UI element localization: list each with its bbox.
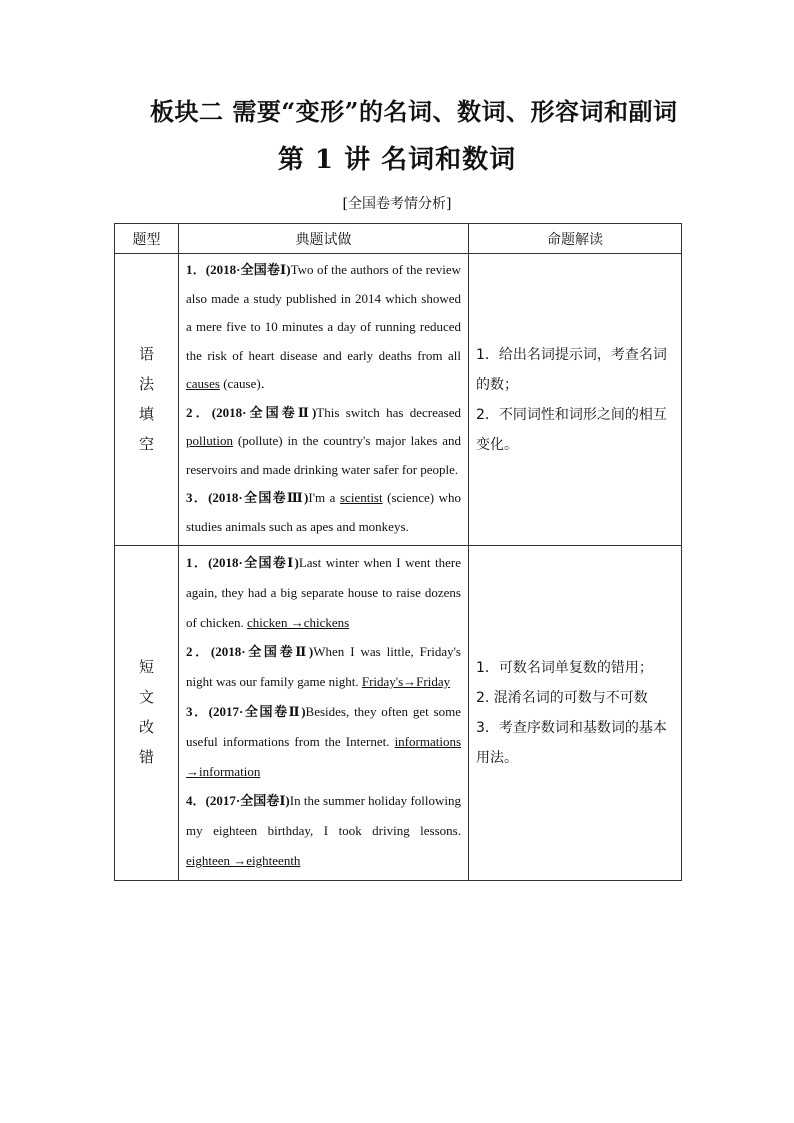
example-item xyxy=(186,399,461,485)
analysis-point: 3．考查序数词和基数词的基本用法。 xyxy=(476,719,667,766)
example-text: This switch has decreased xyxy=(316,404,462,420)
example-item xyxy=(186,786,461,875)
header-examples: 典题试做 xyxy=(179,224,469,254)
example-text: I'm a xyxy=(308,490,340,505)
example-item xyxy=(186,484,461,541)
type-char: 文 xyxy=(138,689,154,706)
analysis-point: 1．可数名词单复数的错用； xyxy=(476,659,653,676)
type-char: 语 xyxy=(138,346,154,363)
example-answer: Friday's→Friday xyxy=(361,674,451,690)
section-title: 板块二 需要“变形”的名词、数词、形容词和副词 xyxy=(150,97,678,126)
example-text-after: (cause)． xyxy=(219,376,274,391)
table-header-row xyxy=(115,224,682,254)
example-source: 3．(2018·全国卷Ⅲ) xyxy=(186,490,309,505)
example-source: 1．(2018·全国卷Ⅰ) xyxy=(186,555,299,570)
example-item xyxy=(186,548,461,637)
table-caption: [全国卷考情分析] xyxy=(342,196,452,212)
example-text: Besides, they often get some useful informations from the Internet. xyxy=(186,703,461,749)
example-source: 4．(2017·全国卷Ⅰ) xyxy=(186,793,290,809)
example-source: 2．(2018·全国卷Ⅱ) xyxy=(186,404,317,420)
analysis-cell xyxy=(469,254,682,546)
analysis-point: 2．不同词性和词形之间的相互变化。 xyxy=(476,406,667,453)
type-char: 法 xyxy=(138,376,154,393)
example-answer: chicken →chickens xyxy=(247,614,350,630)
example-item xyxy=(186,256,461,399)
analysis-point: 1．给出名词提示词，考查名词的数； xyxy=(476,346,667,393)
example-source: 2．(2018·全国卷Ⅱ) xyxy=(186,644,314,660)
example-text: When I was little, Friday's night was our family game night. xyxy=(186,644,461,690)
type-char: 短 xyxy=(138,659,154,676)
table-row xyxy=(115,254,682,546)
example-text: In the summer holiday following my eighteen birthday, I took driving lessons. xyxy=(186,793,462,839)
example-source: 1．(2018·全国卷Ⅰ) xyxy=(186,262,291,277)
type-char: 填 xyxy=(138,406,154,423)
type-char: 空 xyxy=(138,436,154,453)
example-item xyxy=(186,637,461,697)
header-analysis: 命题解读 xyxy=(469,224,682,254)
type-char: 错 xyxy=(138,749,154,766)
examples-cell xyxy=(179,546,469,881)
examples-cell xyxy=(179,254,469,546)
analysis-point: 2. 混淆名词的可数与不可数 xyxy=(476,689,648,706)
example-item xyxy=(186,697,461,786)
header-question-type: 题型 xyxy=(115,224,179,254)
analysis-cell xyxy=(469,546,682,881)
table-row xyxy=(115,546,682,881)
question-type-cell xyxy=(115,254,179,546)
example-answer: eighteen →eighteenth xyxy=(186,852,301,868)
example-text-after: (science) who studies animals such as apes and monkeys. xyxy=(186,490,461,534)
example-text-after: (pollute) in the country's major lakes and reservoirs and made drinking water safer for people. xyxy=(186,433,461,477)
example-answer: pollution xyxy=(186,433,233,448)
exam-analysis-table xyxy=(114,223,682,881)
example-answer: informations →information xyxy=(186,733,461,779)
example-text: Last winter when I went there again, they had a big separate house to raise dozens of chicken. xyxy=(186,555,461,630)
example-answer: scientist xyxy=(340,490,383,505)
example-text: Two of the authors of the review also made a study published in 2014 which showed a mere five to 10 minutes a day of running reduced the risk of heart disease and early deaths from all xyxy=(186,262,462,363)
question-type-cell xyxy=(115,546,179,881)
type-char: 改 xyxy=(138,719,154,736)
example-answer: causes xyxy=(186,376,220,391)
lesson-title: 第 1 讲 名词和数词 xyxy=(277,145,517,175)
example-source: 3．(2017·全国卷Ⅱ) xyxy=(186,703,306,719)
